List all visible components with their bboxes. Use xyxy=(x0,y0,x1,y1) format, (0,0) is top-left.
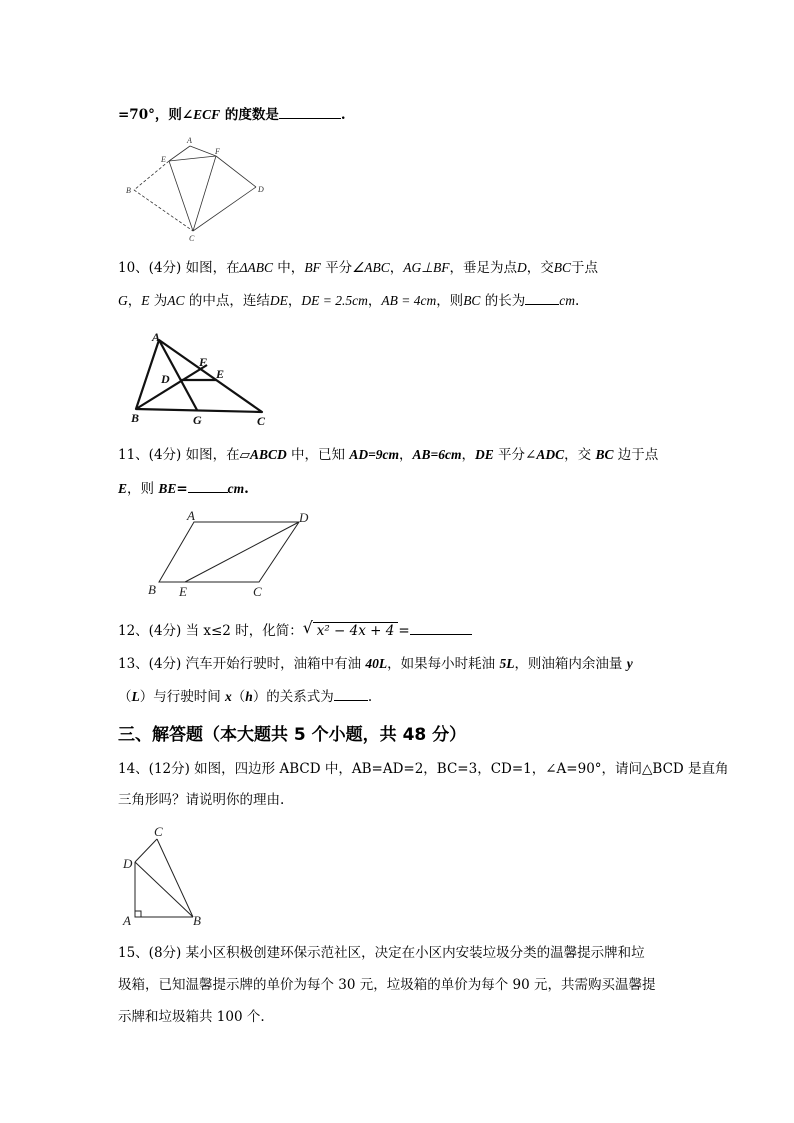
q10-t2o: cm xyxy=(559,293,575,308)
q14-line-2: 三角形吗？请说明你的理由. xyxy=(118,792,285,808)
q11-line-1 xyxy=(118,446,658,464)
q11-t2f: . xyxy=(244,481,249,497)
q11-t1i: 平分∠ xyxy=(493,447,537,463)
fig9-label-d: D xyxy=(258,185,264,194)
q11-t1m: 边于点 xyxy=(613,447,659,463)
q11-t1j: ADC xyxy=(536,447,565,462)
q13-t2b: L xyxy=(131,689,140,704)
q10-t2a: G xyxy=(118,293,128,308)
q9-var: ECF xyxy=(193,107,221,122)
q10-answer-blank xyxy=(525,290,559,305)
fig11-label-c: C xyxy=(253,584,262,599)
q10-t1d: BF xyxy=(304,260,321,275)
q10-t1e: 平分 xyxy=(320,260,353,276)
q12-sqrt-expression xyxy=(302,618,399,640)
q11-t1g: ， xyxy=(461,447,475,463)
q10-line-2 xyxy=(118,290,579,310)
q11-t1k: ，交 xyxy=(564,447,596,463)
q11-t1h: DE xyxy=(475,447,494,462)
q10-t2h: ， xyxy=(287,293,302,309)
q10-t1g: ， xyxy=(389,260,404,276)
section-3-heading: 三、解答题（本大题共 5 个小题，共 48 分） xyxy=(118,725,467,745)
q10-t2e: AC xyxy=(167,293,185,308)
fig14-label-c: C xyxy=(154,824,163,839)
q13-t2g: ）的关系式为 xyxy=(252,689,334,705)
q11-t1d: AD=9cm xyxy=(349,447,400,462)
figure-q11 xyxy=(145,508,335,598)
figure-q14 xyxy=(120,822,220,932)
q13-line-2 xyxy=(118,686,372,706)
q12-text-post: = xyxy=(398,623,410,639)
q10-t2n: 的长为 xyxy=(480,293,526,309)
q15-line-2: 圾箱，已知温馨提示牌的单价为每个 30 元，垃圾箱的单价为每个 90 元，共需购买温馨提 xyxy=(118,977,656,993)
q10-t1m: 于点 xyxy=(570,260,598,276)
q10-t1f: ∠ABC xyxy=(352,260,390,275)
sqrt-sign-icon: √ xyxy=(302,618,313,637)
fig9-label-f: F xyxy=(215,147,220,156)
fig10-label-a: A xyxy=(152,330,161,344)
q13-t1b: 40L xyxy=(365,656,388,671)
fig10-label-g: G xyxy=(193,413,202,427)
q10-t2i: DE = 2.5cm xyxy=(301,293,368,308)
q10-t1a: 10、(4分) 如图，在 xyxy=(118,260,240,276)
q9-tail-line xyxy=(118,104,346,124)
q15-line-1: 15、(8分) 某小区积极创建环保示范社区，决定在小区内安装垃圾分类的温馨提示牌和垃 xyxy=(118,945,645,961)
q13-t2a: （ xyxy=(118,689,132,705)
q12-line xyxy=(118,620,472,640)
q15-line-3: 示牌和垃圾箱共 100 个. xyxy=(118,1009,265,1025)
fig11-label-b: B xyxy=(148,582,156,597)
fig10-label-b: B xyxy=(131,411,140,425)
figure-q10 xyxy=(128,330,278,430)
q13-t2e: （ xyxy=(231,689,246,705)
fig9-label-e: E xyxy=(161,155,166,164)
q13-t1f: y xyxy=(626,656,633,671)
q13-t1a: 13、(4分) 汽车开始行驶时，油箱中有油 xyxy=(118,656,366,672)
q10-t2b: ， xyxy=(127,293,142,309)
q13-line-1 xyxy=(118,655,633,673)
q11-t2b: ，则 xyxy=(127,481,159,497)
q10-t1k: ，交 xyxy=(526,260,554,276)
q13-t2h: . xyxy=(367,689,373,705)
q12-text-pre: 12、(4分) 当 x≤2 时，化简： xyxy=(118,623,303,639)
q10-t1h: AG⊥BF xyxy=(403,260,450,275)
q11-t1c: 中，已知 xyxy=(286,447,350,463)
fig11-label-e: E xyxy=(179,584,187,599)
q11-t1b: ABCD xyxy=(249,447,287,462)
q11-t2e: cm xyxy=(227,481,245,496)
q10-line-1 xyxy=(118,259,598,277)
fig14-label-d: D xyxy=(123,856,133,871)
fig10-label-e: E xyxy=(216,367,225,381)
q10-t2f: 的中点，连结 xyxy=(184,293,270,309)
fig14-label-a: A xyxy=(123,913,131,928)
q10-t1b: ΔABC xyxy=(239,260,274,275)
q13-t2c: ）与行驶时间 xyxy=(139,689,226,705)
q13-answer-blank xyxy=(334,686,368,701)
q10-t1j: D xyxy=(516,260,527,275)
fig11-label-d: D xyxy=(299,510,309,525)
q13-t2d: x xyxy=(225,689,232,704)
figure-q9 xyxy=(120,134,280,244)
fig9-label-c: C xyxy=(189,234,195,243)
q9-end: . xyxy=(340,107,346,123)
q11-t1f: AB=6cm xyxy=(412,447,462,462)
q11-t2d: = xyxy=(176,481,188,497)
q11-t1l: BC xyxy=(595,447,614,462)
fig10-label-d: D xyxy=(161,372,170,386)
q10-t1i: ，垂足为点 xyxy=(449,260,517,276)
fig14-label-b: B xyxy=(193,913,201,928)
q10-t2d: 为 xyxy=(149,293,168,309)
fig11-label-a: A xyxy=(187,508,195,523)
fig10-label-f: F xyxy=(199,355,208,369)
fig9-label-a: A xyxy=(187,136,192,145)
fig9-label-b: B xyxy=(126,186,131,195)
q12-answer-blank xyxy=(410,620,472,635)
q9-answer-blank xyxy=(279,104,341,119)
q11-t2c: BE xyxy=(158,481,177,496)
q10-t2c: E xyxy=(141,293,150,308)
q13-t1c: ，如果每小时耗油 xyxy=(387,656,500,672)
q10-t2p: . xyxy=(575,293,580,309)
q10-t1l: BC xyxy=(553,260,571,275)
q10-t2m: BC xyxy=(463,293,481,308)
q11-answer-blank xyxy=(188,478,228,493)
q9-text-post: 的度数是 xyxy=(220,107,279,123)
fig10-label-c: C xyxy=(257,414,266,428)
q11-line-2 xyxy=(118,478,249,498)
q10-t2g: DE xyxy=(269,293,288,308)
q11-t1e: ， xyxy=(399,447,413,463)
q13-t1d: 5L xyxy=(499,656,515,671)
q9-text-pre: =70°，则∠ xyxy=(118,107,194,123)
q11-t1a: 11、(4分) 如图，在▱ xyxy=(118,447,250,463)
q12-radicand: x² − 4x + 4 xyxy=(313,622,399,639)
q11-t2a: E xyxy=(118,481,128,496)
q10-t2l: ，则 xyxy=(436,293,464,309)
q10-t2k: AB = 4cm xyxy=(381,293,437,308)
q14-line-1: 14、(12分) 如图，四边形 ABCD 中，AB=AD=2，BC=3，CD=1，∠A=90°，请问△BCD 是直角 xyxy=(118,761,729,777)
q10-t2j: ， xyxy=(367,293,382,309)
q13-t1e: ，则油箱内余油量 xyxy=(514,656,627,672)
q13-t2f: h xyxy=(245,689,253,704)
q10-t1c: 中， xyxy=(273,260,305,276)
